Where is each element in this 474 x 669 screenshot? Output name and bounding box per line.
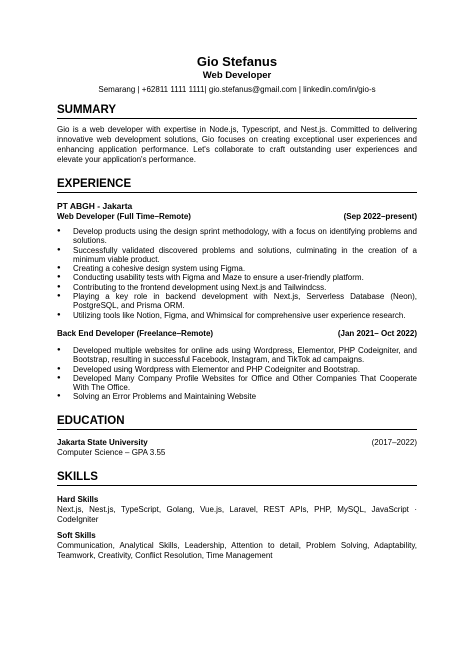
experience-section — [57, 177, 417, 402]
education-entry — [57, 438, 417, 448]
candidate-title: Web Developer — [202, 70, 272, 81]
summary-text: Gio is a web developer with expertise in Node.js, Typescript, and Nest.js. Committed to delivering innovative web development solutions, Gio focuses on creating exceptional user experiences and enhancing application performance. Let's collaborate to craft outstanding user experiences and elevate your application's performance. — [57, 125, 417, 164]
job-role: Back End Developer (Freelance–Remote) — [57, 328, 214, 338]
degree-line: Computer Science – GPA 3.55 — [57, 447, 166, 457]
resume-page — [57, 54, 417, 561]
skills-heading: SKILLS — [57, 470, 417, 486]
bullet-item: ● Creating a cohesive design system using Figma. — [57, 264, 417, 273]
job-entry — [57, 201, 417, 320]
bullet-item: ● Developed multiple websites for online ads using Wordpress, Elementor, PHP Codeigniter, and Bootstrap, resulting in successful Facebook, Instagram, and TikTok ad campaigns. — [57, 346, 417, 365]
experience-heading: EXPERIENCE — [57, 177, 417, 193]
soft-skills-text: Communication, Analytical Skills, Leadership, Attention to detail, Problem Solving, Adaptability, Teamwork, Creativity, Conflict Resolution, Time Management — [57, 540, 417, 560]
job-bullets — [57, 346, 417, 402]
education-heading: EDUCATION — [57, 414, 417, 430]
bullet-item: ● Developed Many Company Profile Websites for Office and Other Companies That Cooperate With The Office. — [57, 374, 417, 393]
hard-skills-heading: Hard Skills — [57, 494, 99, 504]
job-dates: (Jan 2021– Oct 2022) — [337, 328, 417, 338]
bullet-item: ● Successfully validated discovered problems and solutions, culminating in the creation of a minimum viable product. — [57, 246, 417, 265]
education-section — [57, 414, 417, 458]
header — [57, 54, 417, 95]
bullet-item: ● Develop products using the design sprint methodology, with a focus on identifying problems and solutions. — [57, 227, 417, 246]
summary-section — [57, 103, 417, 165]
bullet-item: ● Conducting usability tests with Figma and Maze to ensure a user-friendly platform. — [57, 273, 417, 282]
summary-heading: SUMMARY — [57, 103, 417, 119]
job-bullets — [57, 227, 417, 320]
job-dates: (Sep 2022–present) — [343, 212, 417, 221]
bullet-item: ● Solving an Error Problems and Maintaining Website — [57, 392, 417, 401]
job-header — [57, 329, 417, 339]
skills-section — [57, 470, 417, 561]
company-name: PT ABGH - Jakarta — [57, 201, 133, 211]
job-role: Web Developer (Full Time–Remote) — [57, 212, 191, 221]
contact-line: Semarang | +62811 1111 1111| gio.stefanus@gmail.com | linkedin.com/in/gio-s — [98, 85, 376, 94]
job-entry — [57, 329, 417, 402]
hard-skills-text: Next.js, Nest.js, TypeScript, Golang, Vue.js, Laravel, REST APIs, PHP, MySQL, JavaScript · CodeIgniter — [57, 504, 417, 524]
soft-skills-heading: Soft Skills — [57, 530, 96, 540]
education-dates: (2017–2022) — [371, 437, 417, 447]
bullet-item: ● Utilizing tools like Notion, Figma, and Whimsical for comprehensive user experience research. — [57, 311, 417, 320]
candidate-name: Gio Stefanus — [196, 54, 278, 69]
bullet-item: ● Developed using Wordpress with Elementor and PHP Codeigniter and Bootstrap. — [57, 365, 417, 374]
bullet-item: ● Contributing to the frontend development using Next.js and Tailwindcss. — [57, 283, 417, 292]
job-header — [57, 212, 417, 222]
bullet-item: ● Playing a key role in backend development with Next.js, Serverless Database (Neon), PostgreSQL, and Prisma ORM. — [57, 292, 417, 311]
school-name: Jakarta State University — [57, 437, 148, 447]
